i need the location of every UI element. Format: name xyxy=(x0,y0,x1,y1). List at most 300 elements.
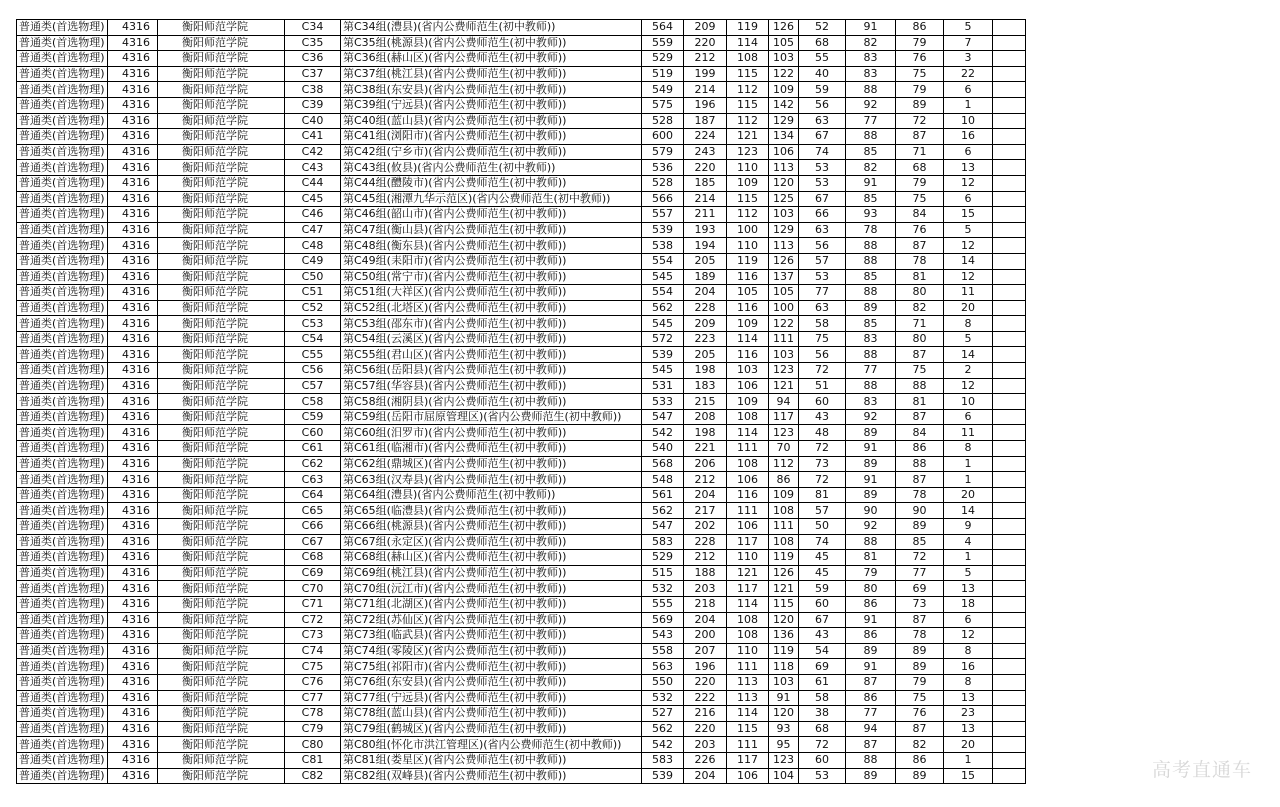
cell-score-a: 108 xyxy=(727,51,769,67)
cell-group-code: C73 xyxy=(285,628,341,644)
cell-school-code: 4316 xyxy=(108,191,158,207)
cell-group-name: 第C80组(怀化市洪江管理区)(省内公费师范生(初中教师)) xyxy=(341,737,642,753)
cell-score-b: 142 xyxy=(769,97,799,113)
table-row xyxy=(17,441,1026,457)
cell-group-code: C53 xyxy=(285,316,341,332)
cell-blank xyxy=(993,238,1026,254)
cell-score-a: 114 xyxy=(727,706,769,722)
cell-group-name: 第C62组(鼎城区)(省内公费师范生(初中教师)) xyxy=(341,456,642,472)
cell-score-total: 583 xyxy=(642,534,684,550)
watermark: 高考直通车 xyxy=(1151,759,1252,781)
cell-group-code: C60 xyxy=(285,425,341,441)
cell-score-c: 72 xyxy=(799,441,846,457)
cell-score-b: 120 xyxy=(769,706,799,722)
cell-score-total: 539 xyxy=(642,347,684,363)
cell-blank xyxy=(993,253,1026,269)
cell-score-b: 123 xyxy=(769,363,799,379)
cell-score-chinese-math: 188 xyxy=(684,565,727,581)
cell-group-code: C75 xyxy=(285,659,341,675)
cell-group-code: C81 xyxy=(285,752,341,768)
cell-score-e: 79 xyxy=(896,35,944,51)
cell-rank: 1 xyxy=(944,550,993,566)
cell-school-code: 4316 xyxy=(108,612,158,628)
cell-school-code: 4316 xyxy=(108,253,158,269)
cell-score-d: 78 xyxy=(846,222,896,238)
cell-group-code: C79 xyxy=(285,721,341,737)
cell-category: 普通类(首选物理) xyxy=(17,550,108,566)
cell-score-b: 117 xyxy=(769,409,799,425)
cell-score-d: 77 xyxy=(846,363,896,379)
cell-rank: 12 xyxy=(944,628,993,644)
cell-school-code: 4316 xyxy=(108,706,158,722)
cell-school-name: 衡阳师范学院 xyxy=(158,472,285,488)
cell-score-a: 112 xyxy=(727,113,769,129)
cell-score-e: 88 xyxy=(896,378,944,394)
cell-score-a: 106 xyxy=(727,378,769,394)
cell-score-b: 112 xyxy=(769,456,799,472)
cell-school-name: 衡阳师范学院 xyxy=(158,191,285,207)
cell-score-total: 545 xyxy=(642,269,684,285)
cell-group-name: 第C78组(蓝山县)(省内公费师范生(初中教师)) xyxy=(341,706,642,722)
cell-score-e: 78 xyxy=(896,628,944,644)
cell-rank: 8 xyxy=(944,674,993,690)
cell-score-e: 84 xyxy=(896,207,944,223)
cell-score-chinese-math: 212 xyxy=(684,472,727,488)
cell-blank xyxy=(993,659,1026,675)
cell-score-d: 87 xyxy=(846,674,896,690)
cell-rank: 13 xyxy=(944,721,993,737)
cell-blank xyxy=(993,674,1026,690)
cell-score-b: 119 xyxy=(769,550,799,566)
cell-score-b: 123 xyxy=(769,425,799,441)
cell-score-chinese-math: 207 xyxy=(684,643,727,659)
cell-score-b: 122 xyxy=(769,66,799,82)
cell-group-name: 第C75组(祁阳市)(省内公费师范生(初中教师)) xyxy=(341,659,642,675)
cell-group-name: 第C34组(澧县)(省内公费师范生(初中教师)) xyxy=(341,20,642,36)
cell-score-b: 105 xyxy=(769,285,799,301)
cell-score-e: 71 xyxy=(896,316,944,332)
cell-group-code: C54 xyxy=(285,331,341,347)
cell-score-a: 121 xyxy=(727,129,769,145)
cell-group-code: C61 xyxy=(285,441,341,457)
cell-score-a: 123 xyxy=(727,144,769,160)
cell-school-name: 衡阳师范学院 xyxy=(158,581,285,597)
cell-score-d: 91 xyxy=(846,612,896,628)
cell-score-d: 91 xyxy=(846,472,896,488)
cell-school-code: 4316 xyxy=(108,534,158,550)
cell-blank xyxy=(993,519,1026,535)
cell-score-b: 111 xyxy=(769,519,799,535)
cell-group-code: C39 xyxy=(285,97,341,113)
cell-category: 普通类(首选物理) xyxy=(17,144,108,160)
cell-school-name: 衡阳师范学院 xyxy=(158,129,285,145)
cell-rank: 14 xyxy=(944,347,993,363)
cell-school-code: 4316 xyxy=(108,487,158,503)
cell-group-name: 第C51组(大祥区)(省内公费师范生(初中教师)) xyxy=(341,285,642,301)
cell-score-b: 91 xyxy=(769,690,799,706)
cell-category: 普通类(首选物理) xyxy=(17,721,108,737)
cell-rank: 15 xyxy=(944,768,993,784)
cell-group-code: C59 xyxy=(285,409,341,425)
cell-category: 普通类(首选物理) xyxy=(17,20,108,36)
cell-school-code: 4316 xyxy=(108,643,158,659)
table-row xyxy=(17,347,1026,363)
cell-score-chinese-math: 203 xyxy=(684,581,727,597)
cell-score-d: 91 xyxy=(846,659,896,675)
cell-school-name: 衡阳师范学院 xyxy=(158,456,285,472)
cell-group-name: 第C73组(临武县)(省内公费师范生(初中教师)) xyxy=(341,628,642,644)
cell-school-name: 衡阳师范学院 xyxy=(158,534,285,550)
cell-rank: 6 xyxy=(944,82,993,98)
cell-school-name: 衡阳师范学院 xyxy=(158,363,285,379)
cell-score-chinese-math: 189 xyxy=(684,269,727,285)
cell-blank xyxy=(993,706,1026,722)
cell-school-code: 4316 xyxy=(108,472,158,488)
cell-score-b: 95 xyxy=(769,737,799,753)
cell-score-chinese-math: 199 xyxy=(684,66,727,82)
cell-category: 普通类(首选物理) xyxy=(17,253,108,269)
cell-score-total: 548 xyxy=(642,472,684,488)
cell-score-b: 129 xyxy=(769,222,799,238)
cell-score-c: 60 xyxy=(799,394,846,410)
cell-category: 普通类(首选物理) xyxy=(17,441,108,457)
cell-score-chinese-math: 202 xyxy=(684,519,727,535)
cell-group-code: C41 xyxy=(285,129,341,145)
cell-score-a: 116 xyxy=(727,487,769,503)
cell-school-name: 衡阳师范学院 xyxy=(158,316,285,332)
cell-group-name: 第C77组(宁远县)(省内公费师范生(初中教师)) xyxy=(341,690,642,706)
table-row xyxy=(17,316,1026,332)
cell-category: 普通类(首选物理) xyxy=(17,534,108,550)
cell-school-code: 4316 xyxy=(108,690,158,706)
cell-group-name: 第C74组(零陵区)(省内公费师范生(初中教师)) xyxy=(341,643,642,659)
cell-score-a: 110 xyxy=(727,550,769,566)
cell-group-code: C50 xyxy=(285,269,341,285)
cell-score-c: 43 xyxy=(799,409,846,425)
cell-rank: 18 xyxy=(944,596,993,612)
cell-score-chinese-math: 243 xyxy=(684,144,727,160)
cell-rank: 14 xyxy=(944,253,993,269)
cell-score-c: 56 xyxy=(799,97,846,113)
cell-score-c: 67 xyxy=(799,129,846,145)
cell-rank: 15 xyxy=(944,207,993,223)
cell-blank xyxy=(993,472,1026,488)
cell-score-c: 66 xyxy=(799,207,846,223)
cell-group-code: C43 xyxy=(285,160,341,176)
cell-rank: 6 xyxy=(944,191,993,207)
cell-score-e: 79 xyxy=(896,175,944,191)
cell-group-name: 第C49组(耒阳市)(省内公费师范生(初中教师)) xyxy=(341,253,642,269)
cell-score-a: 110 xyxy=(727,160,769,176)
cell-score-b: 137 xyxy=(769,269,799,285)
cell-score-e: 89 xyxy=(896,97,944,113)
cell-score-c: 43 xyxy=(799,628,846,644)
cell-score-d: 88 xyxy=(846,253,896,269)
cell-score-d: 89 xyxy=(846,425,896,441)
cell-score-a: 106 xyxy=(727,519,769,535)
cell-school-code: 4316 xyxy=(108,35,158,51)
cell-blank xyxy=(993,222,1026,238)
cell-score-e: 69 xyxy=(896,581,944,597)
cell-school-code: 4316 xyxy=(108,659,158,675)
cell-score-d: 81 xyxy=(846,550,896,566)
cell-score-total: 532 xyxy=(642,690,684,706)
cell-score-chinese-math: 217 xyxy=(684,503,727,519)
cell-score-c: 53 xyxy=(799,160,846,176)
cell-group-code: C57 xyxy=(285,378,341,394)
cell-group-code: C52 xyxy=(285,300,341,316)
cell-score-c: 74 xyxy=(799,144,846,160)
cell-score-c: 56 xyxy=(799,238,846,254)
cell-group-code: C69 xyxy=(285,565,341,581)
cell-school-code: 4316 xyxy=(108,331,158,347)
cell-score-c: 59 xyxy=(799,581,846,597)
cell-score-a: 109 xyxy=(727,175,769,191)
cell-school-name: 衡阳师范学院 xyxy=(158,347,285,363)
cell-score-d: 94 xyxy=(846,721,896,737)
cell-group-code: C64 xyxy=(285,487,341,503)
cell-score-c: 63 xyxy=(799,300,846,316)
cell-score-d: 88 xyxy=(846,347,896,363)
cell-score-e: 87 xyxy=(896,238,944,254)
cell-category: 普通类(首选物理) xyxy=(17,269,108,285)
cell-score-d: 91 xyxy=(846,441,896,457)
cell-score-a: 114 xyxy=(727,596,769,612)
cell-score-d: 82 xyxy=(846,160,896,176)
cell-score-e: 88 xyxy=(896,456,944,472)
cell-blank xyxy=(993,737,1026,753)
table-row xyxy=(17,113,1026,129)
cell-school-code: 4316 xyxy=(108,721,158,737)
cell-score-c: 56 xyxy=(799,347,846,363)
cell-school-code: 4316 xyxy=(108,409,158,425)
cell-rank: 14 xyxy=(944,503,993,519)
cell-category: 普通类(首选物理) xyxy=(17,425,108,441)
cell-score-d: 88 xyxy=(846,752,896,768)
cell-category: 普通类(首选物理) xyxy=(17,160,108,176)
cell-score-chinese-math: 214 xyxy=(684,191,727,207)
cell-score-e: 68 xyxy=(896,160,944,176)
cell-group-name: 第C37组(桃江县)(省内公费师范生(初中教师)) xyxy=(341,66,642,82)
table-row xyxy=(17,207,1026,223)
cell-blank xyxy=(993,752,1026,768)
cell-score-chinese-math: 221 xyxy=(684,441,727,457)
cell-group-name: 第C59组(岳阳市屈原管理区)(省内公费师范生(初中教师)) xyxy=(341,409,642,425)
cell-score-chinese-math: 196 xyxy=(684,97,727,113)
cell-score-a: 114 xyxy=(727,425,769,441)
table-row xyxy=(17,66,1026,82)
cell-school-name: 衡阳师范学院 xyxy=(158,721,285,737)
cell-school-name: 衡阳师范学院 xyxy=(158,737,285,753)
cell-score-b: 103 xyxy=(769,674,799,690)
cell-rank: 8 xyxy=(944,316,993,332)
cell-score-e: 71 xyxy=(896,144,944,160)
cell-score-a: 115 xyxy=(727,721,769,737)
cell-school-name: 衡阳师范学院 xyxy=(158,35,285,51)
cell-score-chinese-math: 187 xyxy=(684,113,727,129)
cell-blank xyxy=(993,487,1026,503)
cell-category: 普通类(首选物理) xyxy=(17,674,108,690)
cell-score-total: 558 xyxy=(642,643,684,659)
cell-score-d: 77 xyxy=(846,113,896,129)
cell-score-d: 79 xyxy=(846,565,896,581)
cell-category: 普通类(首选物理) xyxy=(17,690,108,706)
cell-school-code: 4316 xyxy=(108,565,158,581)
cell-group-code: C34 xyxy=(285,20,341,36)
cell-score-c: 53 xyxy=(799,269,846,285)
cell-score-c: 73 xyxy=(799,456,846,472)
cell-score-c: 77 xyxy=(799,285,846,301)
cell-score-e: 72 xyxy=(896,113,944,129)
cell-score-a: 108 xyxy=(727,456,769,472)
cell-score-e: 80 xyxy=(896,285,944,301)
cell-score-c: 53 xyxy=(799,175,846,191)
cell-school-name: 衡阳师范学院 xyxy=(158,690,285,706)
cell-group-name: 第C39组(宁远县)(省内公费师范生(初中教师)) xyxy=(341,97,642,113)
table-row xyxy=(17,596,1026,612)
cell-category: 普通类(首选物理) xyxy=(17,519,108,535)
cell-score-c: 58 xyxy=(799,316,846,332)
cell-score-a: 110 xyxy=(727,643,769,659)
cell-blank xyxy=(993,316,1026,332)
cell-rank: 16 xyxy=(944,129,993,145)
cell-category: 普通类(首选物理) xyxy=(17,82,108,98)
cell-score-chinese-math: 198 xyxy=(684,425,727,441)
table-row xyxy=(17,394,1026,410)
cell-score-a: 111 xyxy=(727,441,769,457)
cell-score-chinese-math: 204 xyxy=(684,768,727,784)
cell-score-a: 112 xyxy=(727,82,769,98)
cell-score-total: 547 xyxy=(642,519,684,535)
cell-school-name: 衡阳师范学院 xyxy=(158,441,285,457)
cell-score-a: 111 xyxy=(727,503,769,519)
cell-blank xyxy=(993,550,1026,566)
cell-school-name: 衡阳师范学院 xyxy=(158,768,285,784)
cell-score-chinese-math: 222 xyxy=(684,690,727,706)
cell-score-total: 519 xyxy=(642,66,684,82)
cell-score-a: 112 xyxy=(727,207,769,223)
cell-score-total: 579 xyxy=(642,144,684,160)
admission-score-sheet xyxy=(16,19,1026,784)
cell-group-code: C49 xyxy=(285,253,341,269)
cell-score-b: 126 xyxy=(769,20,799,36)
table-row xyxy=(17,20,1026,36)
cell-school-name: 衡阳师范学院 xyxy=(158,285,285,301)
cell-score-d: 83 xyxy=(846,331,896,347)
cell-score-d: 83 xyxy=(846,394,896,410)
cell-category: 普通类(首选物理) xyxy=(17,51,108,67)
cell-score-d: 89 xyxy=(846,768,896,784)
cell-blank xyxy=(993,363,1026,379)
cell-rank: 10 xyxy=(944,113,993,129)
cell-score-e: 76 xyxy=(896,51,944,67)
cell-school-code: 4316 xyxy=(108,581,158,597)
cell-school-name: 衡阳师范学院 xyxy=(158,596,285,612)
cell-group-code: C67 xyxy=(285,534,341,550)
cell-score-e: 80 xyxy=(896,331,944,347)
cell-blank xyxy=(993,394,1026,410)
cell-group-code: C46 xyxy=(285,207,341,223)
cell-group-name: 第C41组(浏阳市)(省内公费师范生(初中教师)) xyxy=(341,129,642,145)
cell-group-code: C44 xyxy=(285,175,341,191)
cell-school-name: 衡阳师范学院 xyxy=(158,378,285,394)
cell-score-c: 63 xyxy=(799,222,846,238)
cell-rank: 11 xyxy=(944,425,993,441)
cell-score-d: 80 xyxy=(846,581,896,597)
cell-score-e: 79 xyxy=(896,674,944,690)
cell-score-d: 83 xyxy=(846,66,896,82)
cell-score-c: 52 xyxy=(799,20,846,36)
cell-score-b: 119 xyxy=(769,643,799,659)
cell-score-b: 129 xyxy=(769,113,799,129)
table-row xyxy=(17,160,1026,176)
cell-rank: 6 xyxy=(944,409,993,425)
cell-school-code: 4316 xyxy=(108,113,158,129)
cell-score-a: 116 xyxy=(727,347,769,363)
cell-rank: 13 xyxy=(944,160,993,176)
cell-score-total: 554 xyxy=(642,253,684,269)
cell-blank xyxy=(993,300,1026,316)
cell-blank xyxy=(993,66,1026,82)
cell-score-e: 82 xyxy=(896,300,944,316)
table-body xyxy=(17,20,1026,784)
table-row xyxy=(17,674,1026,690)
cell-group-name: 第C70组(沅江市)(省内公费师范生(初中教师)) xyxy=(341,581,642,597)
cell-blank xyxy=(993,35,1026,51)
table-row xyxy=(17,768,1026,784)
cell-score-total: 532 xyxy=(642,581,684,597)
cell-group-name: 第C36组(赫山区)(省内公费师范生(初中教师)) xyxy=(341,51,642,67)
cell-score-d: 87 xyxy=(846,737,896,753)
cell-school-code: 4316 xyxy=(108,207,158,223)
cell-rank: 1 xyxy=(944,97,993,113)
cell-school-name: 衡阳师范学院 xyxy=(158,238,285,254)
cell-school-code: 4316 xyxy=(108,51,158,67)
cell-blank xyxy=(993,191,1026,207)
cell-group-code: C77 xyxy=(285,690,341,706)
cell-category: 普通类(首选物理) xyxy=(17,737,108,753)
cell-score-c: 67 xyxy=(799,612,846,628)
cell-blank xyxy=(993,581,1026,597)
cell-score-e: 85 xyxy=(896,534,944,550)
cell-score-c: 60 xyxy=(799,596,846,612)
cell-group-code: C80 xyxy=(285,737,341,753)
cell-rank: 7 xyxy=(944,35,993,51)
cell-group-name: 第C61组(临湘市)(省内公费师范生(初中教师)) xyxy=(341,441,642,457)
cell-score-total: 562 xyxy=(642,300,684,316)
cell-category: 普通类(首选物理) xyxy=(17,285,108,301)
cell-score-a: 114 xyxy=(727,35,769,51)
cell-score-d: 89 xyxy=(846,487,896,503)
cell-category: 普通类(首选物理) xyxy=(17,581,108,597)
cell-score-c: 53 xyxy=(799,768,846,784)
cell-score-a: 115 xyxy=(727,97,769,113)
cell-rank: 1 xyxy=(944,456,993,472)
cell-score-c: 72 xyxy=(799,737,846,753)
cell-group-name: 第C52组(北塔区)(省内公费师范生(初中教师)) xyxy=(341,300,642,316)
cell-school-code: 4316 xyxy=(108,394,158,410)
cell-score-c: 50 xyxy=(799,519,846,535)
cell-rank: 13 xyxy=(944,690,993,706)
cell-rank: 23 xyxy=(944,706,993,722)
cell-score-total: 531 xyxy=(642,378,684,394)
cell-category: 普通类(首选物理) xyxy=(17,222,108,238)
cell-school-name: 衡阳师范学院 xyxy=(158,550,285,566)
cell-rank: 12 xyxy=(944,175,993,191)
cell-score-e: 81 xyxy=(896,394,944,410)
cell-blank xyxy=(993,207,1026,223)
cell-score-b: 93 xyxy=(769,721,799,737)
